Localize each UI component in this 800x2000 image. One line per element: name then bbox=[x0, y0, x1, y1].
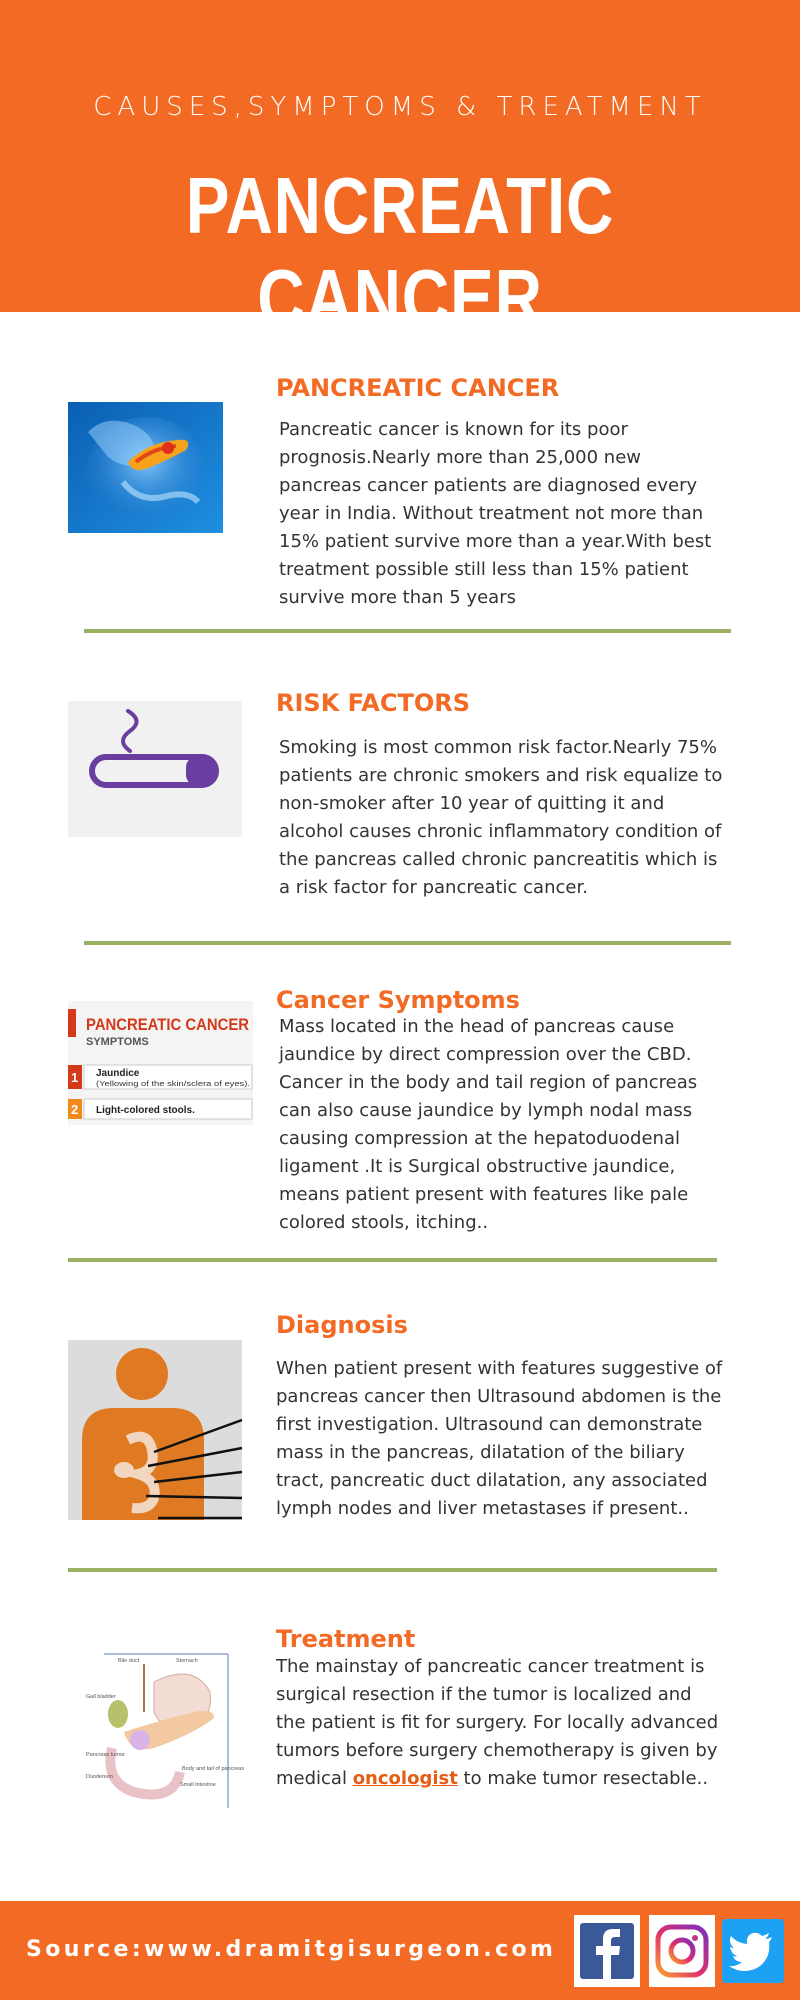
page-title: PANCREATIC CANCER bbox=[185, 161, 615, 342]
pancreas-anatomy-icon bbox=[68, 402, 223, 533]
pancreas-diagram-icon bbox=[84, 1652, 245, 1808]
cigarette-icon bbox=[68, 701, 242, 837]
section-title-treatment: Treatment bbox=[276, 1625, 416, 1653]
section-divider bbox=[84, 629, 731, 633]
diagram-label: Gall bladder bbox=[86, 1694, 116, 1700]
card-sub: SYMPTOMS bbox=[86, 1036, 149, 1048]
diagram-label: Small intestine bbox=[180, 1782, 216, 1788]
card-item2: Light-colored stools. bbox=[96, 1105, 195, 1116]
card-num1: 1 bbox=[71, 1070, 79, 1085]
diagram-label: Duodenum bbox=[86, 1774, 113, 1780]
treatment-text-after: to make tumor resectable.. bbox=[457, 1768, 709, 1789]
diagram-label: Pancreas tumor bbox=[86, 1752, 125, 1758]
card-item1-note: (Yellowing of the skin/sclera of eyes). bbox=[96, 1081, 251, 1088]
section-title-pancreatic-cancer: PANCREATIC CANCER bbox=[276, 374, 560, 402]
card-num2: 2 bbox=[71, 1102, 79, 1117]
body-organs-icon bbox=[68, 1340, 242, 1520]
section-body-pancreatic-cancer: Pancreatic cancer is known for its poor prognosis.Nearly more than 25,000 new pancreas cancer patients are diagnosed every year in India. Without treatment not more than 15% patient survive more than a year.With best treatment possible still less than 15% patient survive more than 5 years bbox=[279, 419, 712, 608]
section-title-diagnosis: Diagnosis bbox=[276, 1311, 408, 1339]
treatment-text-before: The mainstay of pancreatic cancer treatment is surgical resection if the tumor is localized and the patient is fit for surgery. For locally advanced tumors before surgery chemotherapy is given by medical bbox=[276, 1656, 719, 1789]
section-body-diagnosis: When patient present with features suggestive of pancreas cancer then Ultrasound abdomen is the first investigation. Ultrasound can demonstrate mass in the pancreas, dilatation of the biliary tract, pancreatic duct dilatation, any associated lymph nodes and liver metastases if present.. bbox=[276, 1358, 723, 1519]
card-heading: PANCREATIC CANCER bbox=[86, 1015, 249, 1034]
section-title-risk-factors: RISK FACTORS bbox=[276, 689, 471, 717]
header-subtitle: CAUSES,SYMPTOMS & TREATMENT bbox=[93, 92, 707, 122]
source-text: Source:www.dramitgisurgeon.com bbox=[26, 1937, 557, 1962]
section-divider bbox=[68, 1258, 717, 1262]
section-body-risk-factors: Smoking is most common risk factor.Nearly 75% patients are chronic smokers and risk equalize to non-smoker after 10 year of quitting it and alcohol causes chronic inflammatory condition of the pancreas called chronic pancreatitis which is a risk factor for pancreatic cancer. bbox=[279, 737, 723, 898]
section-body-treatment bbox=[276, 1653, 726, 1793]
card-item1: Jaundice bbox=[96, 1068, 140, 1079]
section-body-cancer-symptoms: Mass located in the head of pancreas cause jaundice by direct compression over the CBD. Cancer in the body and tail region of pancreas can also cause jaundice by lymph nodal mass causing compression at the hepatoduodenal ligament .It is Surgical obstructive jaundice, means patient present with features like pale colored stools, itching.. bbox=[279, 1016, 698, 1233]
footer-banner bbox=[0, 1901, 800, 2000]
symptoms-card-icon bbox=[68, 1001, 253, 1125]
section-title-cancer-symptoms: Cancer Symptoms bbox=[276, 986, 520, 1014]
instagram-icon[interactable] bbox=[649, 1915, 715, 1987]
section-divider bbox=[68, 1568, 717, 1572]
twitter-icon[interactable] bbox=[720, 1915, 786, 1987]
oncologist-link[interactable]: oncologist bbox=[352, 1768, 458, 1789]
diagram-label: Body and tail of pancreas bbox=[182, 1766, 245, 1772]
diagram-label: Stomach bbox=[176, 1658, 198, 1664]
header-banner bbox=[0, 0, 800, 342]
diagram-label: Bile duct bbox=[118, 1658, 140, 1664]
section-divider bbox=[84, 941, 731, 945]
facebook-icon[interactable] bbox=[574, 1915, 640, 1987]
